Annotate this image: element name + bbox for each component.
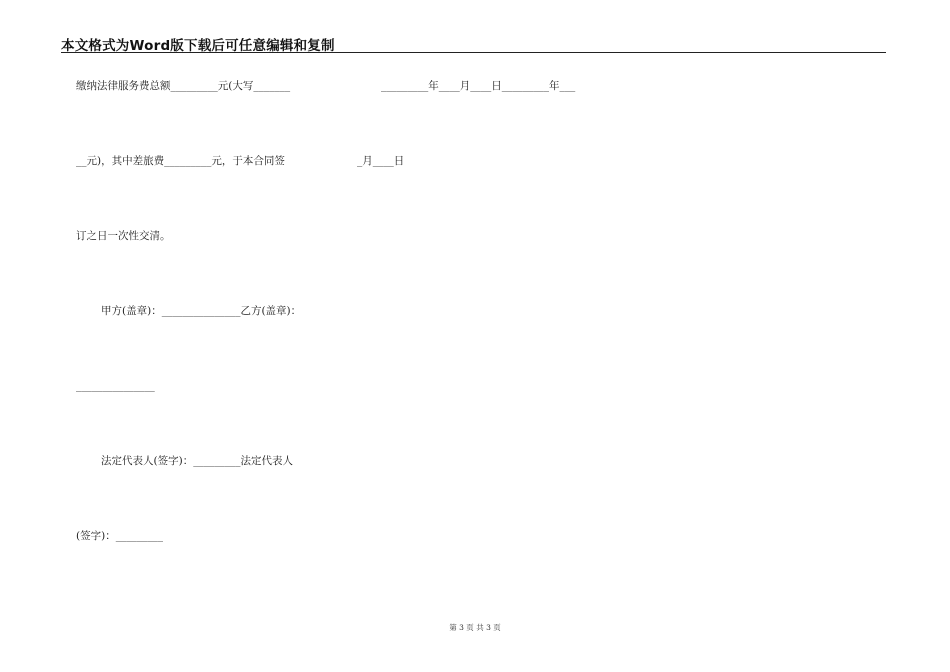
page-number-footer: 第 3 页 共 3 页 — [449, 623, 501, 632]
text-line-payment-note: 订之日一次性交清。 — [76, 230, 171, 242]
text-line-month-day: _月____日 — [357, 155, 405, 167]
text-line-party-seals: 甲方(盖章)：_______________乙方(盖章)： — [101, 305, 302, 317]
page-header-title: 本文格式为Word版下载后可任意编辑和复制 — [61, 38, 335, 54]
text-line-blank: _______________ — [76, 380, 155, 392]
text-line-fee-total: 缴纳法律服务费总额_________元(大写_______ — [76, 80, 291, 92]
text-line-signature: (签字)：_________ — [76, 530, 163, 542]
text-line-travel-fee: __元)，其中差旅费_________元，于本合同签 — [76, 155, 285, 167]
text-line-date-range: _________年____月____日_________年___ — [381, 80, 576, 92]
header-divider — [61, 52, 886, 53]
text-line-legal-rep: 法定代表人(签字)：_________法定代表人 — [101, 455, 293, 467]
